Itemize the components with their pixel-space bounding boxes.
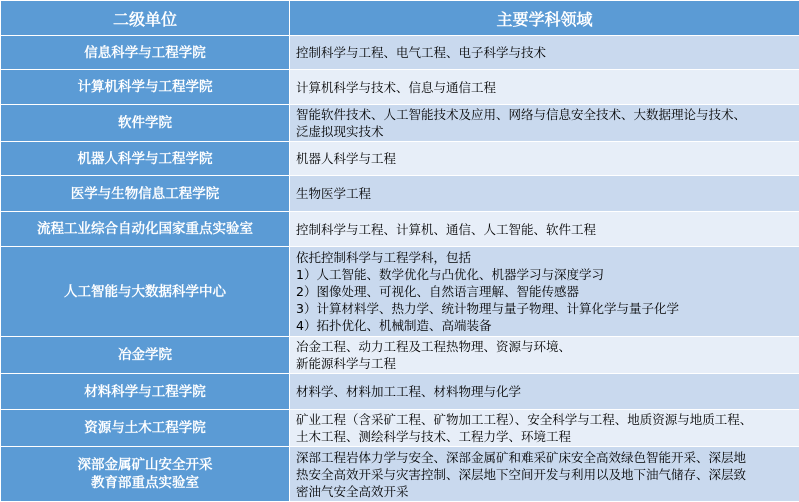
unit-name: 计算机科学与工程学院	[77, 79, 213, 95]
table-row	[1, 176, 799, 212]
field-line: 冶金工程、动力工程及工程热物理、资源与环境、	[296, 339, 572, 354]
field-line: 生物医学工程	[296, 186, 372, 201]
table-row	[1, 212, 799, 247]
unit-name: 人工智能与大数据科学中心	[64, 283, 226, 300]
unit-cell	[1, 70, 290, 105]
unit-cell	[1, 247, 290, 337]
table-row	[1, 447, 799, 502]
fields-cell	[290, 247, 799, 337]
field-line: 机器人科学与工程	[296, 151, 397, 166]
fields-cell	[290, 70, 799, 105]
field-line: 4）拓扑优化、机械制造、高端装备	[296, 318, 492, 333]
unit-cell	[1, 447, 290, 502]
unit-name: 信息科学与工程学院	[84, 44, 206, 61]
unit-cell	[1, 36, 290, 70]
table-row	[1, 105, 799, 142]
table-row	[1, 36, 799, 70]
header-unit: 二级单位	[1, 1, 290, 36]
fields-cell	[290, 142, 799, 176]
fields-cell	[290, 176, 799, 212]
unit-cell	[1, 105, 290, 142]
field-line: 控制科学与工程、电气工程、电子科学与技术	[296, 45, 547, 60]
unit-name: 医学与生物信息工程学院	[70, 185, 220, 202]
field-line: 密油气安全高效开采	[296, 483, 409, 499]
fields-cell	[290, 447, 799, 502]
field-line: 2）图像处理、可视化、自然语言理解、智能传感器	[296, 284, 579, 299]
fields-cell	[290, 105, 799, 142]
field-line: 矿业工程（含采矿工程、矿物加工工程）、安全科学与工程、地质资源与地质工程、	[296, 412, 753, 427]
table-row	[1, 70, 799, 105]
table-row	[1, 247, 799, 337]
field-line: 材料学、材料加工工程、材料物理与化学	[296, 384, 522, 399]
table-row	[1, 142, 799, 176]
table-row	[1, 374, 799, 410]
unit-name: 机器人科学与工程学院	[77, 150, 213, 167]
field-line: 控制科学与工程、计算机、通信、人工智能、软件工程	[296, 221, 597, 237]
unit-cell	[1, 374, 290, 410]
field-line: 新能源科学与工程	[296, 356, 397, 371]
header-row	[1, 1, 799, 36]
table-row	[1, 410, 799, 447]
unit-cell	[1, 410, 290, 447]
unit-cell	[1, 337, 290, 374]
field-line: 土木工程、测绘科学与技术、工程力学、环境工程	[296, 429, 572, 444]
unit-cell	[1, 176, 290, 212]
unit-name: 流程工业综合自动化国家重点实验室	[37, 221, 253, 237]
field-line: 计算机科学与技术、信息与通信工程	[296, 79, 497, 95]
fields-cell	[290, 374, 799, 410]
header-fields: 主要学科领域	[290, 1, 799, 36]
field-line: 3）计算材料学、热力学、统计物理与量子物理、计算化学与量子化学	[296, 301, 679, 316]
unit-cell	[1, 212, 290, 247]
fields-cell	[290, 337, 799, 374]
unit-name: 深部金属矿山安全开采	[77, 457, 213, 473]
unit-cell	[1, 142, 290, 176]
unit-name: 材料科学与工程学院	[84, 383, 206, 400]
table-row	[1, 337, 799, 374]
field-line: 热安全高效开采与灾害控制、深层地下空间开发与利用以及地下油气储存、深层致	[296, 466, 747, 482]
field-line: 泛虚拟现实技术	[296, 124, 384, 139]
unit-name: 教育部重点实验室	[91, 475, 199, 491]
field-line: 智能软件技术、人工智能技术及应用、网络与信息安全技术、大数据理论与技术、	[296, 107, 747, 122]
field-line: 深部工程岩体力学与安全、深部金属矿和难采矿床安全高效绿色智能开采、深层地	[296, 449, 747, 465]
fields-cell	[290, 212, 799, 247]
unit-name: 软件学院	[118, 115, 172, 131]
unit-name: 冶金学院	[118, 347, 172, 363]
field-line: 1）人工智能、数学优化与凸优化、机器学习与深度学习	[296, 267, 604, 282]
unit-name: 资源与土木工程学院	[84, 420, 206, 436]
fields-cell	[290, 410, 799, 447]
fields-cell	[290, 36, 799, 70]
field-line: 依托控制科学与工程学科，包括	[296, 250, 472, 265]
